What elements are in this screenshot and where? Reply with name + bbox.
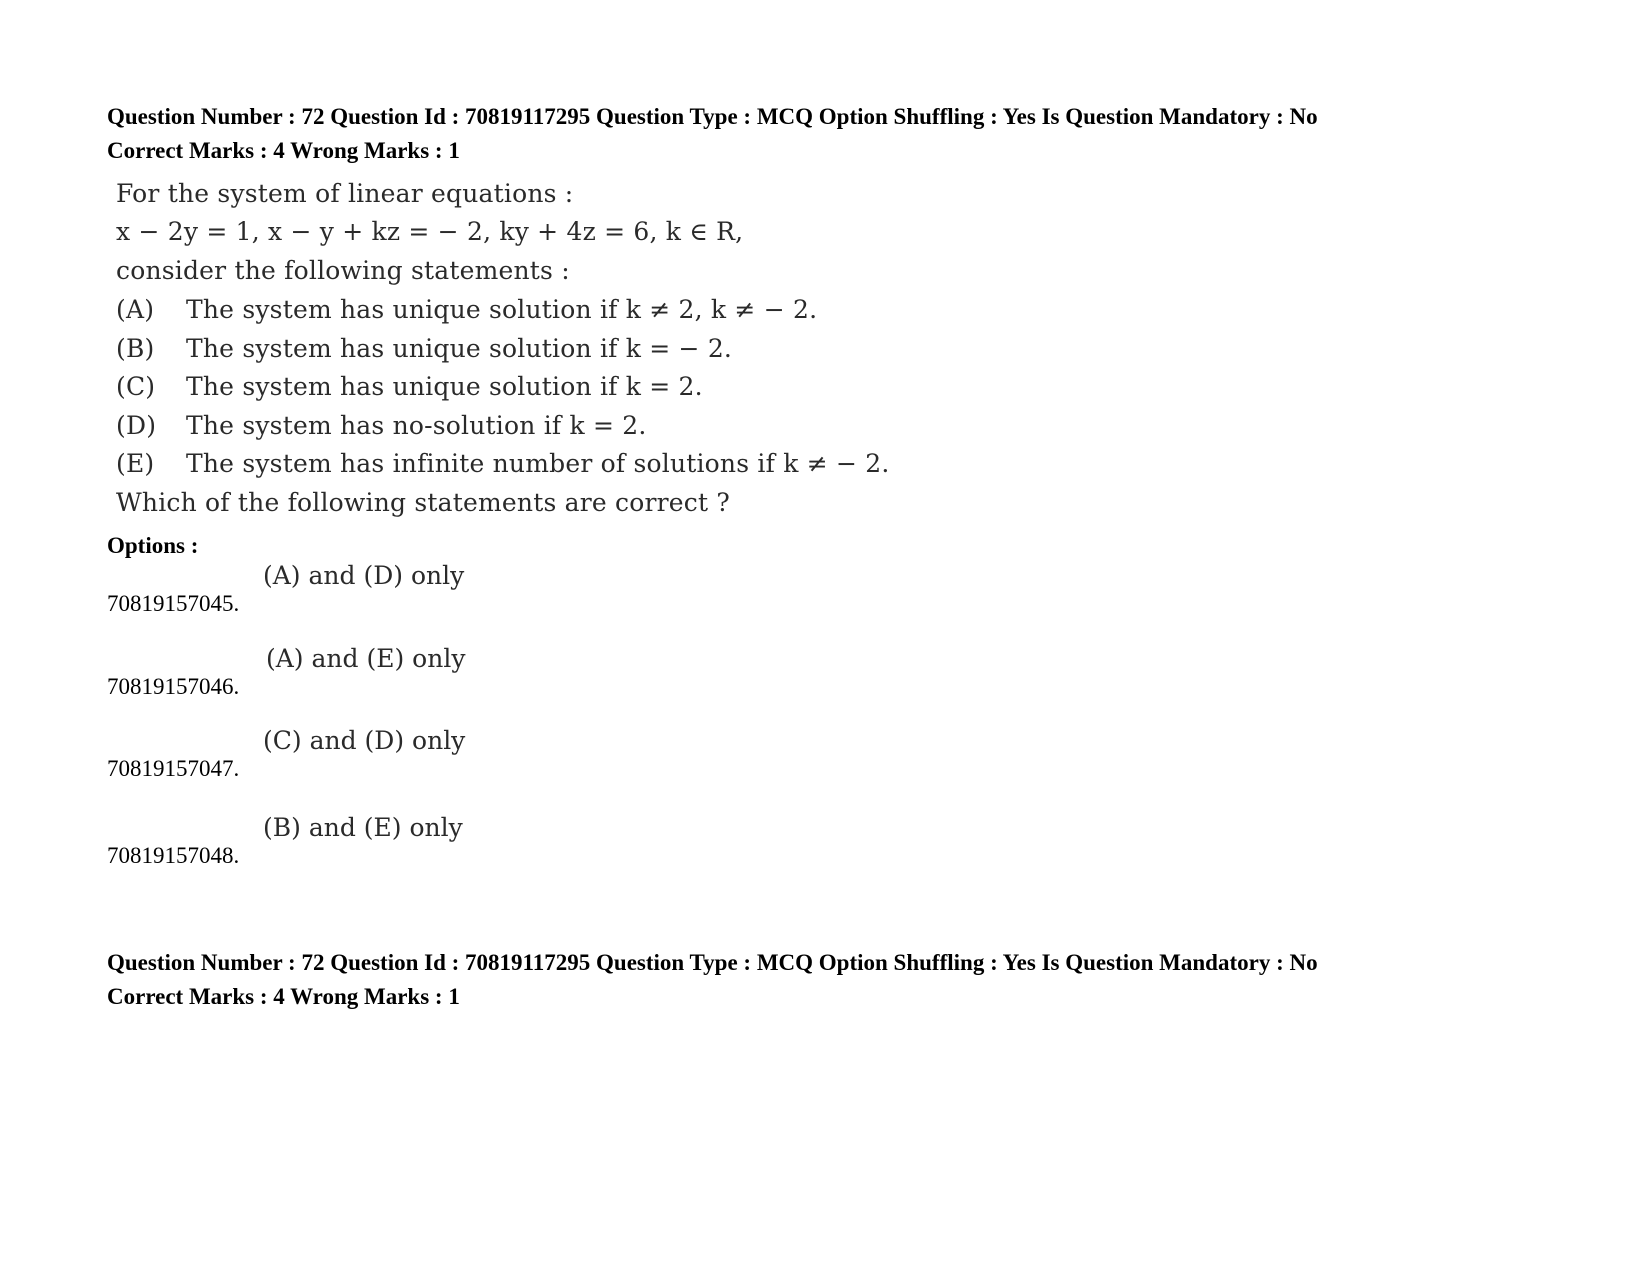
next-question-header: [107, 946, 1318, 1014]
option-id: 70819157048.: [107, 843, 240, 868]
option-item[interactable]: [107, 559, 807, 619]
statement-label: (A): [116, 295, 155, 324]
option-id: 70819157046.: [107, 674, 240, 699]
statement-label: (C): [116, 372, 156, 401]
question-intro: For the system of linear equations :: [116, 179, 574, 208]
statement-text: The system has unique solution if k ≠ 2, k ≠ − 2.: [186, 295, 818, 324]
option-item[interactable]: [107, 642, 807, 702]
option-item[interactable]: [107, 724, 807, 784]
statement-text: The system has no-solution if k = 2.: [186, 411, 647, 440]
option-item[interactable]: [107, 811, 807, 871]
option-text: (A) and (D) only: [263, 561, 465, 590]
marks-line: Correct Marks : 4 Wrong Marks : 1: [107, 138, 460, 163]
options-heading: Options :: [107, 533, 199, 558]
option-text: (A) and (E) only: [266, 644, 466, 673]
option-id: 70819157047.: [107, 756, 240, 781]
statement-label: (B): [116, 334, 155, 363]
statement-text: The system has unique solution if k = − 2.: [186, 334, 733, 363]
statement-text: The system has infinite number of solutions if k ≠ − 2.: [186, 449, 890, 478]
statement-label: (D): [116, 411, 157, 440]
question-consider: consider the following statements :: [116, 256, 570, 285]
option-id: 70819157045.: [107, 591, 240, 616]
question-header: [107, 100, 1318, 168]
statement-text: The system has unique solution if k = 2.: [186, 372, 703, 401]
question-prompt: Which of the following statements are correct ?: [116, 488, 730, 517]
question-equations: x − 2y = 1, x − y + kz = − 2, ky + 4z = 6, k ∈ R,: [116, 217, 744, 246]
option-text: (B) and (E) only: [263, 813, 463, 842]
question-meta-line: Question Number : 72 Question Id : 70819117295 Question Type : MCQ Option Shuffling : Yes Is Question Mandatory : No: [107, 104, 1318, 129]
option-text: (C) and (D) only: [263, 726, 466, 755]
question-meta-line: Question Number : 72 Question Id : 70819117295 Question Type : MCQ Option Shuffling : Yes Is Question Mandatory : No: [107, 950, 1318, 975]
statement-label: (E): [116, 449, 155, 478]
marks-line: Correct Marks : 4 Wrong Marks : 1: [107, 984, 460, 1009]
